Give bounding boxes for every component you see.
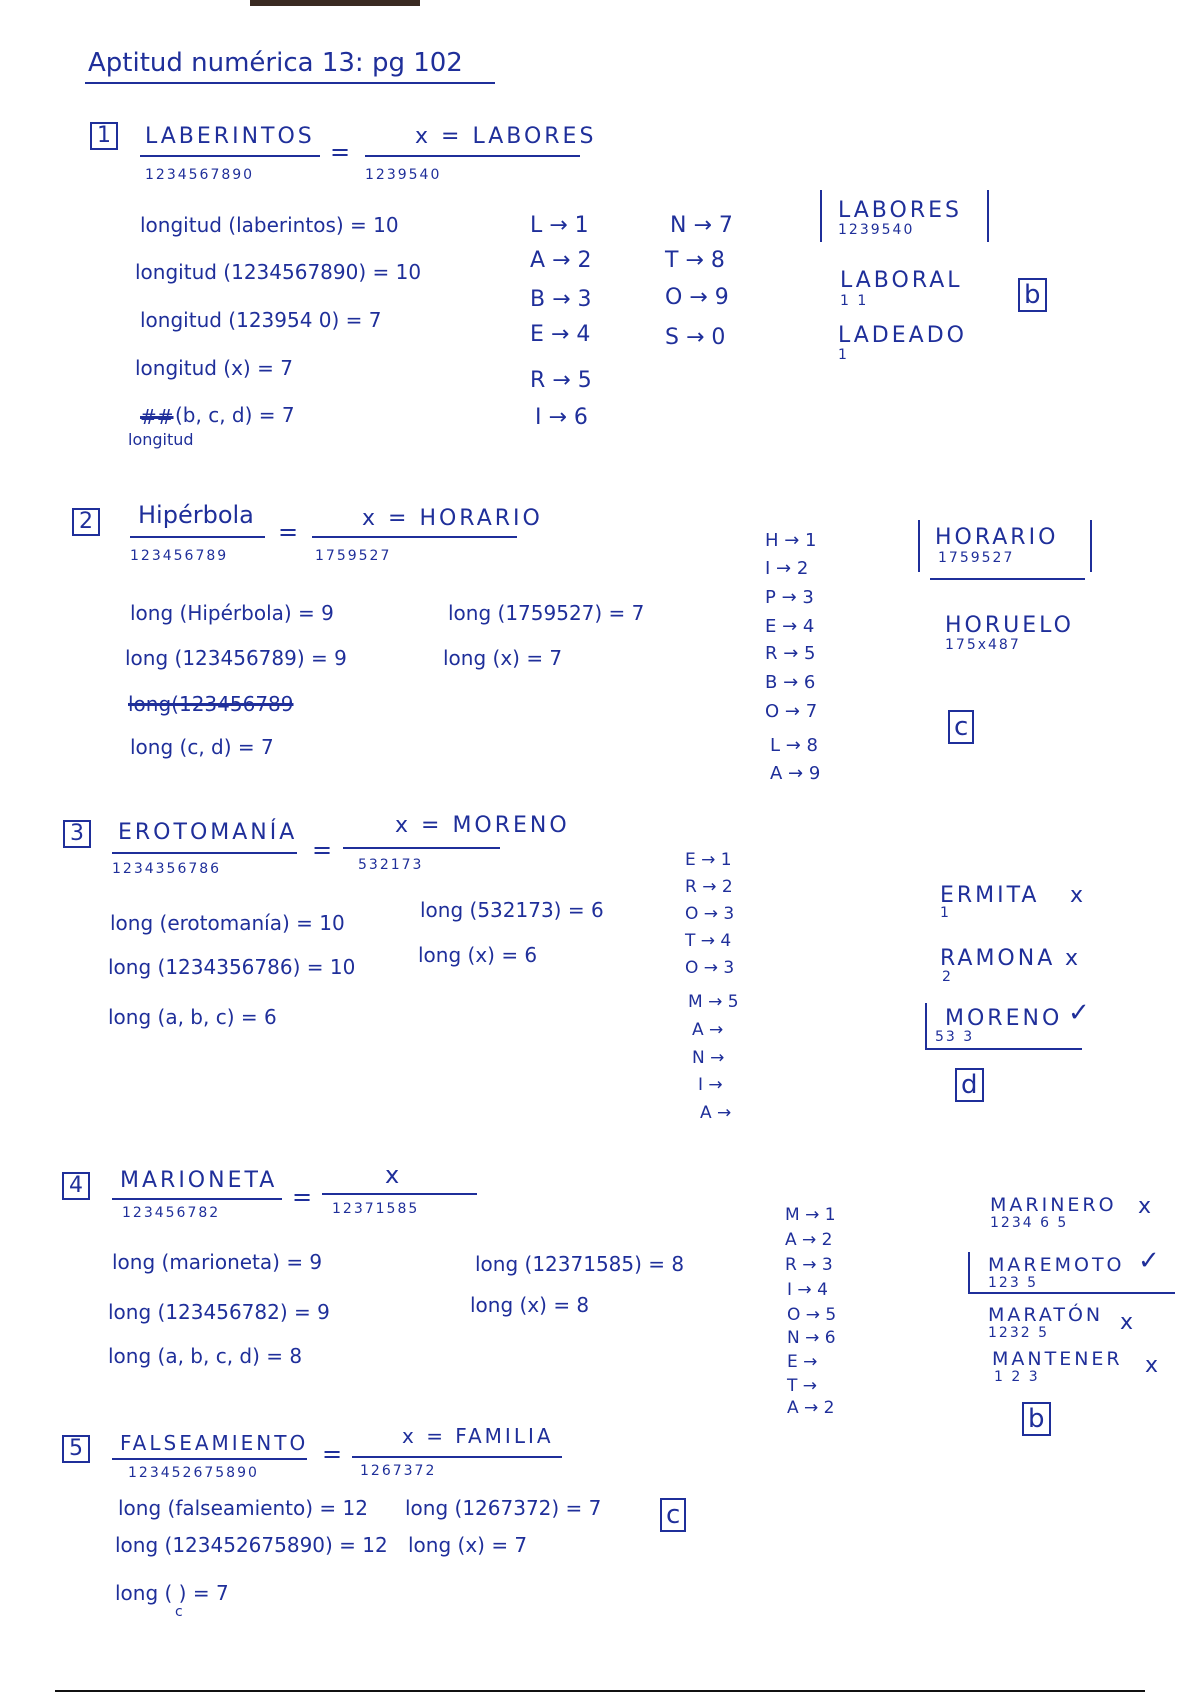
problem-1-calc-2: longitud (1234567890) = 10 [135,260,422,284]
problem-4-calc-left-1: long (marioneta) = 9 [112,1250,323,1274]
problem-3-map-6: M → 5 [688,992,739,1012]
problem-1-option-2-code: 1 1 [840,293,869,309]
problem-1-map-5: R → 5 [530,368,592,393]
problem-4-option-2-word: MAREMOTO [988,1254,1125,1276]
problem-1-map-2: A → 2 [530,248,592,273]
problem-1-map-9: O → 9 [665,285,729,310]
problem-1-left-fraction-bar [140,155,320,157]
problem-3-calc-right-1: long (532173) = 6 [420,898,604,922]
problem-3-map-4: T → 4 [685,931,732,951]
problem-2-calc-right-1: long (1759527) = 7 [448,601,645,625]
problem-2-option-2-code: 175x487 [945,637,1021,653]
problem-5-calc-3: long (1267372) = 7 [405,1496,602,1520]
problem-1-right-code: 1239540 [365,167,442,183]
problem-2-equals: = [278,518,299,546]
problem-2-map-9: A → 9 [770,763,821,784]
problem-2-calc-right-2: long (x) = 7 [443,646,563,670]
problem-1-crossed-out: ## [140,405,174,429]
problem-3-option-1-word: ERMITA [940,883,1040,908]
problem-2-left-code: 123456789 [130,548,229,564]
problem-1-map-1: L → 1 [530,213,589,238]
problem-4-map-9: A → 2 [787,1398,835,1418]
problem-4-map-7: E → [787,1352,818,1372]
problem-2-crossed-out: long(123456789 [128,692,294,716]
problem-5-left-word: FALSEAMIENTO [120,1431,309,1455]
problem-2-right-word: x = HORARIO [362,506,543,531]
problem-4-calc-right-2: long (x) = 8 [470,1293,590,1317]
problem-3-map-7: A → [692,1020,724,1040]
problem-4-right-fraction-bar [322,1193,477,1195]
problem-3-right-word: x = MORENO [395,813,570,838]
problem-3-right-code: 532173 [358,857,424,873]
problem-4-calc-right-1: long (12371585) = 8 [475,1252,685,1276]
problem-3-calc-right-2: long (x) = 6 [418,943,538,967]
problem-3-equals: = [312,836,333,864]
problem-4-map-8: T → [787,1376,818,1396]
problem-2-option-1-word: HORARIO [935,525,1059,550]
problem-2-map-2: I → 2 [765,558,809,579]
problem-3-number: 3 [63,820,91,848]
problem-4-option-1-mark: x [1138,1194,1152,1219]
problem-3-calc-left-3: long (a, b, c) = 6 [108,1005,277,1029]
problem-3-map-2: R → 2 [685,877,733,897]
problem-3-option-2-mark: x [1065,946,1079,971]
problem-1-option-3-word: LADEADO [838,323,967,348]
problem-2-calc-left-3: long (c, d) = 7 [130,735,274,759]
problem-2-calc-left-1: long (Hipérbola) = 9 [130,601,334,625]
problem-4-option-4-mark: x [1145,1353,1159,1378]
problem-1-option-1-word: LABORES [838,198,962,223]
problem-5-left-code: 123452675890 [128,1465,259,1481]
problem-4-left-word: MARIONETA [120,1168,278,1193]
problem-5-calc-5: long ( ) = 7 [115,1581,229,1605]
problem-2-map-8: L → 8 [770,735,819,756]
problem-4-option-2-code: 123 5 [988,1275,1039,1291]
problem-4-option-3-code: 1232 5 [988,1325,1049,1341]
problem-2-calc-left-2: long (123456789) = 9 [125,646,347,670]
problem-2-number: 2 [72,508,100,536]
problem-1-option-2-word: LABORAL [840,268,963,293]
problem-1-right-fraction-bar [365,155,580,157]
problem-2-chosen-underline [930,578,1085,580]
problem-2-left-word: Hipérbola [138,501,254,529]
problem-1-answer: b [1018,278,1047,312]
problem-1-map-4: E → 4 [530,322,591,347]
problem-1-right-word: x = LABORES [415,124,597,149]
problem-3-map-8: N → [692,1048,725,1068]
problem-4-map-1: M → 1 [785,1205,836,1225]
problem-2-left-fraction-bar [130,536,265,538]
problem-3-left-fraction-bar [112,852,297,854]
problem-2-right-code: 1759527 [315,548,392,564]
problem-3-map-3: O → 3 [685,904,735,924]
problem-5-answer: c [660,1498,686,1532]
problem-4-map-6: N → 6 [787,1328,836,1348]
problem-4-equals: = [292,1183,313,1211]
problem-1-map-10: S → 0 [665,325,726,350]
problem-3-option-3-code: 53 3 [935,1029,975,1045]
problem-3-option-1-code: 1 [940,905,951,921]
problem-1-number: 1 [90,122,118,150]
problem-4-option-4-word: MANTENER [992,1348,1123,1370]
title-underline [85,82,495,84]
problem-2-option-2-word: HORUELO [945,613,1074,638]
problem-1-left-word: LABERINTOS [145,124,315,149]
problem-5-right-fraction-bar [352,1456,562,1458]
problem-2-map-3: P → 3 [765,587,814,608]
problem-2-answer: c [948,710,974,744]
page-bottom-rule [55,1690,1145,1692]
problem-1-option-1-code: 1239540 [838,222,915,238]
problem-5-right-word: x = FAMILIA [402,1424,554,1448]
problem-5-equals: = [322,1440,343,1468]
problem-4-option-2-mark: ✓ [1138,1246,1160,1276]
problem-5-calc-2: long (123452675890) = 12 [115,1533,388,1557]
problem-3-left-word: EROTOMANÍA [118,820,298,845]
problem-3-option-3-mark: ✓ [1068,998,1090,1028]
problem-5-left-fraction-bar [112,1458,307,1460]
problem-3-option-2-word: RAMONA [940,946,1056,971]
problem-3-option-1-mark: x [1070,883,1084,908]
problem-1-calc-1: longitud (laberintos) = 10 [140,213,399,237]
problem-1-left-code: 1234567890 [145,167,255,183]
problem-2-map-6: B → 6 [765,672,816,693]
problem-1-option-3-code: 1 [838,347,849,363]
problem-4-map-5: O → 5 [787,1305,837,1325]
problem-3-calc-left-2: long (1234356786) = 10 [108,955,356,979]
problem-5-number: 5 [62,1435,90,1463]
problem-5-calc-6: c [175,1604,183,1620]
problem-3-map-9: I → [698,1075,723,1095]
problem-1-map-8: T → 8 [665,248,725,273]
problem-4-option-3-word: MARATÓN [988,1304,1104,1326]
problem-4-map-3: R → 3 [785,1255,833,1275]
problem-2-map-1: H → 1 [765,530,817,551]
problem-3-answer: d [955,1068,984,1102]
problem-1-map-3: B → 3 [530,287,592,312]
problem-3-map-1: E → 1 [685,850,732,870]
problem-4-answer: b [1022,1402,1051,1436]
problem-1-equals: = [330,138,351,166]
problem-1-calc-3: longitud (123954 0) = 7 [140,308,382,332]
problem-3-option-3-word: MORENO [945,1006,1063,1031]
problem-4-map-2: A → 2 [785,1230,833,1250]
problem-4-number: 4 [62,1172,90,1200]
problem-2-option-1-code: 1759527 [938,550,1015,566]
problem-1-calc-6: longitud [128,430,194,449]
problem-1-calc-5: (b, c, d) = 7 [175,403,295,427]
problem-4-option-1-code: 1234 6 5 [990,1215,1069,1231]
problem-3-map-5: O → 3 [685,958,735,978]
problem-3-option-2-code: 2 [942,969,953,985]
page-title: Aptitud numérica 13: pg 102 [88,48,463,78]
problem-5-calc-4: long (x) = 7 [408,1533,528,1557]
problem-4-right-word: x [385,1161,400,1189]
problem-3-right-fraction-bar [343,847,500,849]
page-top-edge [250,0,420,6]
problem-4-right-code: 12371585 [332,1201,420,1217]
problem-4-option-1-word: MARINERO [990,1194,1117,1216]
problem-2-map-5: R → 5 [765,643,816,664]
problem-4-map-4: I → 4 [787,1280,828,1300]
problem-1-calc-4: longitud (x) = 7 [135,356,293,380]
problem-2-map-4: E → 4 [765,616,815,637]
problem-4-calc-left-2: long (123456782) = 9 [108,1300,330,1324]
problem-1-map-7: N → 7 [670,213,733,238]
problem-1-map-6: I → 6 [535,405,588,430]
problem-4-option-3-mark: x [1120,1310,1134,1335]
problem-3-calc-left-1: long (erotomanía) = 10 [110,911,345,935]
problem-3-map-10: A → [700,1103,732,1123]
problem-2-right-fraction-bar [312,536,517,538]
problem-5-right-code: 1267372 [360,1463,437,1479]
problem-4-left-code: 123456782 [122,1205,221,1221]
problem-4-calc-left-3: long (a, b, c, d) = 8 [108,1344,303,1368]
problem-5-calc-1: long (falseamiento) = 12 [118,1496,368,1520]
problem-3-left-code: 1234356786 [112,861,222,877]
problem-2-map-7: O → 7 [765,701,818,722]
problem-4-option-4-code: 1 2 3 [994,1369,1040,1385]
problem-4-left-fraction-bar [112,1198,282,1200]
